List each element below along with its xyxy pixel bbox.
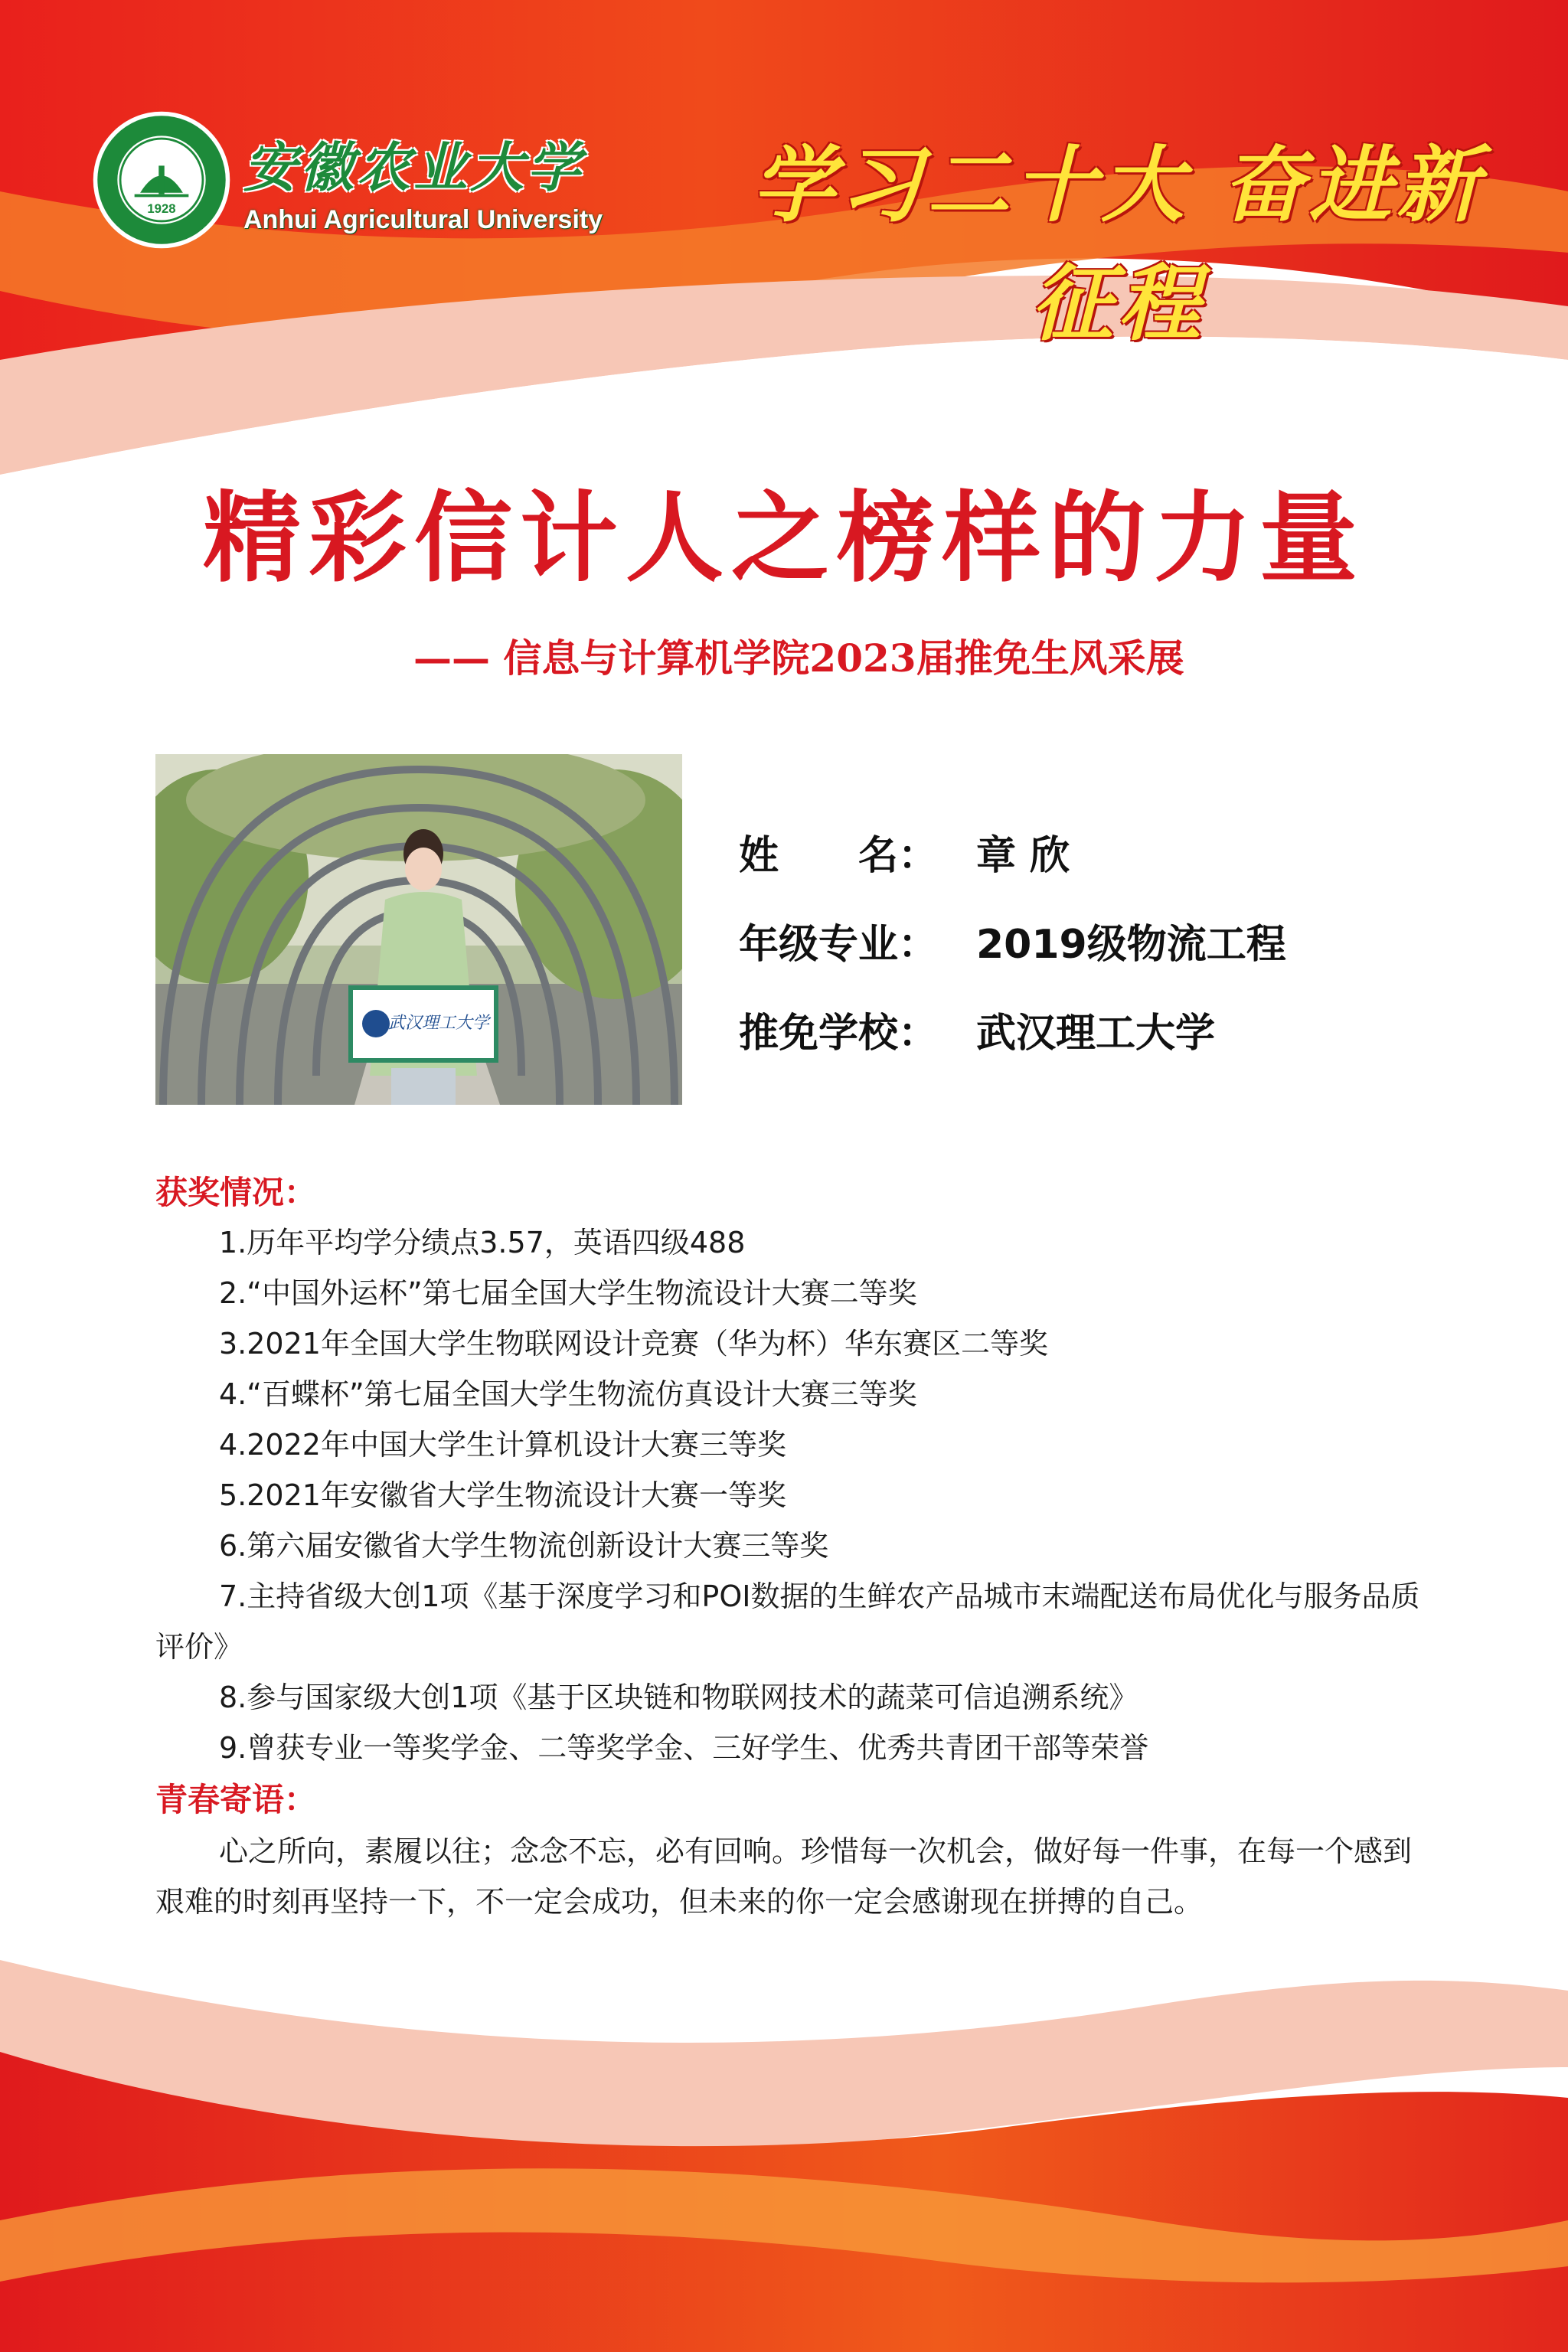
school-row xyxy=(739,1001,1286,1089)
award-item: 9.曾获专业一等奖学金、二等奖学金、三好学生、优秀共青团干部等荣誉 xyxy=(219,1731,1149,1765)
photo-sign-text: 武汉理工大学 xyxy=(387,1014,490,1033)
award-item: 8.参与国家级大创1项《基于区块链和物联网技术的蔬菜可信追溯系统》 xyxy=(219,1681,1138,1714)
university-seal-icon xyxy=(90,109,233,251)
awards-heading: 获奖情况： xyxy=(155,1174,317,1211)
major-label: 年级专业： xyxy=(739,922,939,968)
award-item: 5.2021年安徽省大学生物流设计大赛一等奖 xyxy=(219,1478,786,1512)
award-item: 3.2021年全国大学生物联网设计竞赛（华为杯）华东赛区二等奖 xyxy=(219,1327,1048,1361)
name-label: 姓 名： xyxy=(739,833,939,879)
award-item: 7.主持省级大创1项《基于深度学习和POI数据的生鲜农产品城市末端配送布局优化与服务品质评价》 xyxy=(155,1579,1420,1664)
name-value: 章 欣 xyxy=(976,833,1070,879)
awards-list xyxy=(155,1217,1426,1773)
motto-text: 心之所向，素履以往；念念不忘，必有回响。珍惜每一次机会，做好每一件事，在每一个感到艰难的时刻再坚持一下，不一定会成功，但未来的你一定会感谢现在拼搏的自己。 xyxy=(155,1834,1413,1919)
award-item: 4.“百蝶杯”第七届全国大学生物流仿真设计大赛三等奖 xyxy=(219,1377,917,1411)
award-item: 4.2022年中国大学生计算机设计大赛三等奖 xyxy=(219,1428,786,1462)
name-row xyxy=(739,823,1286,912)
page-title: 精彩信计人之榜样的力量 xyxy=(202,481,1365,596)
university-name-en: Anhui Agricultural University xyxy=(243,205,603,234)
profile-info xyxy=(739,823,1286,1089)
award-item: 1.历年平均学分绩点3.57，英语四级488 xyxy=(219,1226,746,1259)
school-label: 推免学校： xyxy=(739,1011,939,1057)
university-name-cn: 安徽农业大学 xyxy=(243,136,583,199)
motto-heading: 青春寄语： xyxy=(155,1781,317,1818)
seal-year: 1928 xyxy=(147,201,176,216)
major-row xyxy=(739,912,1286,1001)
school-value: 武汉理工大学 xyxy=(976,1011,1216,1057)
award-item: 6.第六届安徽省大学生物流创新设计大赛三等奖 xyxy=(219,1529,829,1563)
slogan: 学习二十大 奋进新征程 xyxy=(752,137,1484,352)
page-subtitle: —— 信息与计算机学院2023届推免生风采展 xyxy=(413,635,1184,681)
university-logo xyxy=(90,109,603,251)
award-item: 2.“中国外运杯”第七届全国大学生物流设计大赛二等奖 xyxy=(219,1276,917,1310)
major-value: 2019级物流工程 xyxy=(976,922,1286,968)
student-photo xyxy=(155,754,682,1105)
